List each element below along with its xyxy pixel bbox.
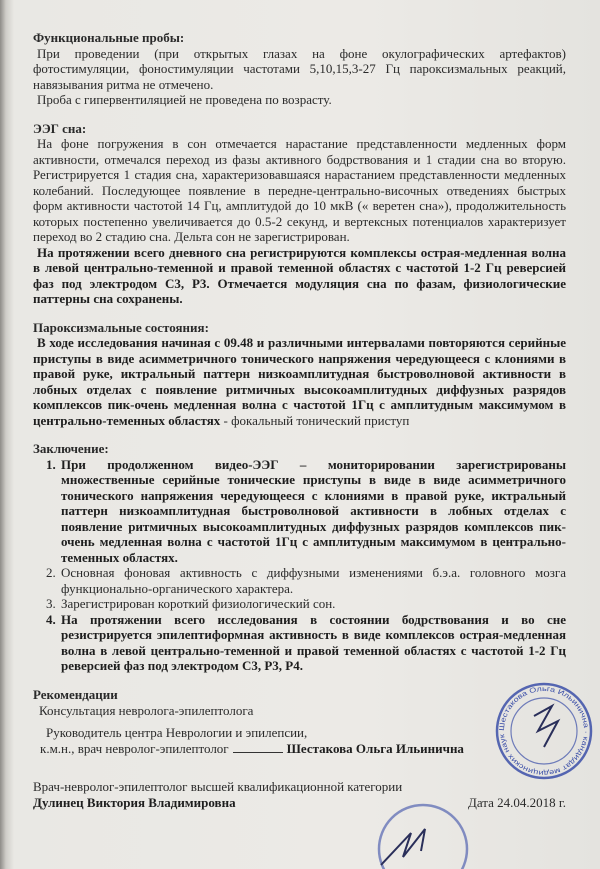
doctor-name: Дулинец Виктория Владимировна [33, 794, 236, 810]
conclusion-item: 3. Зарегистрирован короткий физиологический сон. [59, 596, 566, 612]
paroxysmal-section [33, 320, 566, 429]
doctor-title: Врач-невролог-эпилептолог высшей квалификационной категории [33, 778, 403, 794]
functional-tests-section [33, 30, 566, 108]
signature-line [233, 752, 283, 753]
conclusion-heading: Заключение: [33, 441, 109, 456]
head-title-line2: к.м.н., врач невролог-эпилептолог [40, 740, 229, 756]
signature-scribble [381, 829, 425, 865]
signature-scribble [534, 706, 558, 747]
conclusion-item: 4. На протяжении всего исследования в состоянии бодрствования и во сне резистрируется эпилептиформная активность в виде комплексов острая-медленная волна в левой центрально-теменной и правой теменной областях с частотой 1-2 Гц реверсией фаз под электродом С3, Р3, Р4. [59, 612, 566, 674]
conclusion-list [33, 457, 566, 674]
sleep-eeg-paragraph: На фоне погружения в сон отмечается нарастание представленности медленных форм активности, отмечался переход из фазы активного бодрствования и 1 стадии сна во вторую. Регистрируется 1 стадия сна, характеризовавшаяся нарастанием представленности медленных колебаний. Последующее появление в передне-центрально-височных отведениях быстрых форм активности частотой 14 Гц, амплитудой до 10 мкВ (« веретен сна»), продолжительность которых постепенно увеличивается до 0.5-2 секунд, и вертексных потенциалов характеризует переход во 2 стадию сна. Дельта сон не зарегистрирован. [33, 136, 566, 244]
sleep-eeg-heading: ЭЭГ сна: [33, 120, 87, 136]
stamp-seal-2 [373, 799, 473, 869]
report-date: Дата 24.04.2018 г. [467, 794, 566, 810]
conclusion-item: 2. Основная фоновая активность с диффузными изменениями б.э.а. головного мозга функционально-органического характера. [59, 565, 566, 596]
sleep-eeg-section [33, 121, 566, 307]
paroxysmal-heading: Пароксизмальные состояния: [33, 319, 209, 335]
sleep-eeg-bold-paragraph: На протяжении всего дневного сна регистрируются комплексы острая-медленная волна в левой центрально-теменной и правой теменной областях с частотой 1-2 Гц реверсией фаз под электродом С3, Р3. Отмечается модуляция сна по фазам, физиологические паттерны сна сохранены. [33, 244, 566, 306]
conclusion-item: 1. При продолженном видео-ЭЭГ – мониторировании зарегистрированы множественные серийные тонические приступы в виде в виде асимметричного тонического напряжения чередующееся с клониями в правой руке, иктральный паттерн низкоамплитудная быстроволновой активности в лобных отделах с появление ритмичных высокоамплитудных диффузных разрядов комплексов пик-очень медленная волна с частотой 1Гц с амплитудным максимумом в центрально-теменных областях. [59, 457, 566, 566]
head-name: Шестакова Ольга Ильинична [286, 740, 464, 756]
stamp-seal-1 [494, 681, 594, 781]
stamp1-text: Шестакова Ольга Ильинична · кандидат медицинских наук [498, 685, 590, 776]
document-page [33, 30, 590, 811]
functional-tests-paragraph: При проведении (при открытых глазах на фоне окулографических артефактов) фотостимуляции, фоностимуляции частотами 5,10,15,3-27 Гц пароксизмальных реакций, навязывания ритма не отмечено. [33, 45, 566, 92]
conclusion-section [33, 441, 566, 674]
recommendations-text: Консультация невролога-эпилептолога [39, 702, 254, 718]
hyperventilation-note: Проба с гипервентиляцией не проведена по возрасту. [37, 92, 332, 107]
head-title-line1: Руководитель центра Неврологии и эпилепсии, [46, 724, 308, 740]
signature-area [33, 685, 590, 811]
paroxysmal-conclusion: - фокальный тонический приступ [220, 412, 410, 428]
recommendations-heading: Рекомендации [33, 686, 118, 702]
paroxysmal-paragraph: В ходе исследования начиная с 09.48 и различными интервалами повторяются серийные приступы в виде асимметричного тонического напряжения чередующееся с клониями в правой руке, иктральный паттерн низкоамплитудная быстроволновой активности в лобных отделах с появление ритмичных высокоамплитудных диффузных разрядов комплексов пик-очень медленная волна с частотой 1Гц с амплитудным максимумом в центрально-теменных областях [33, 335, 566, 428]
functional-tests-heading: Функциональные пробы: [33, 30, 185, 45]
svg-text:Шестакова Ольга Ильинична · ка [499, 685, 589, 775]
